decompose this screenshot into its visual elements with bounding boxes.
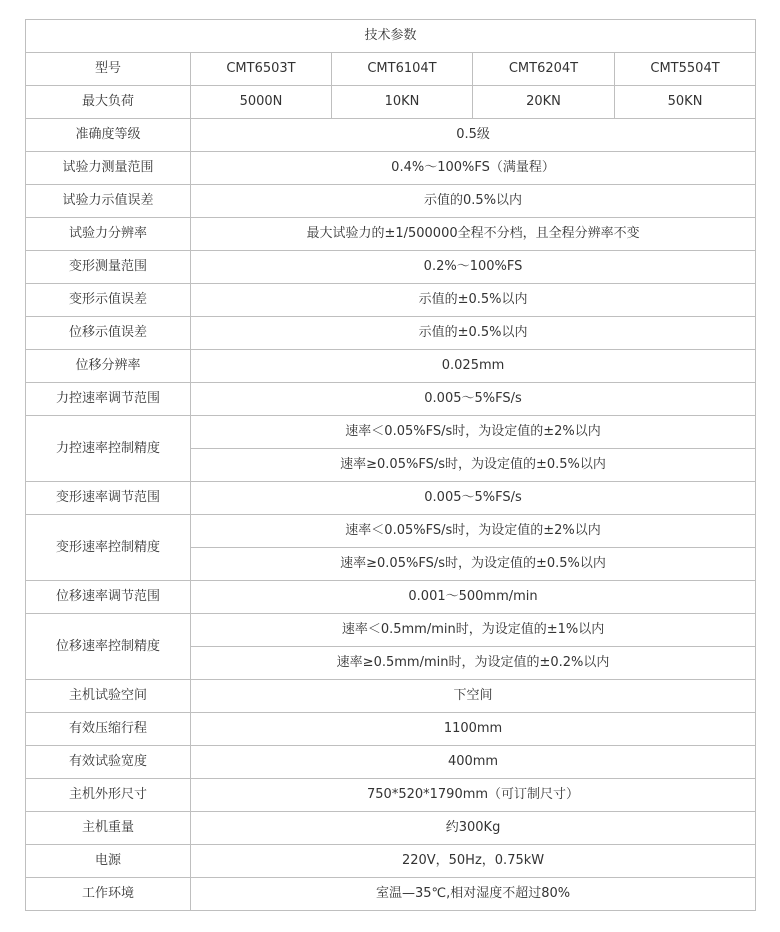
row-label: 主机试验空间 (26, 680, 191, 713)
row-value: 最大试验力的±1/500000全程不分档，且全程分辨率不变 (191, 218, 756, 251)
model-cell: CMT6204T (473, 53, 615, 86)
table-row (26, 680, 756, 713)
row-value: 速率＜0.5mm/min时，为设定值的±1%以内 (191, 614, 756, 647)
row-label: 有效试验宽度 (26, 746, 191, 779)
max-load-cell: 10KN (332, 86, 473, 119)
table-row (26, 416, 756, 449)
table-row (26, 713, 756, 746)
row-label: 工作环境 (26, 878, 191, 911)
max-load-cell: 5000N (191, 86, 332, 119)
table-row (26, 614, 756, 647)
max-load-cell: 50KN (615, 86, 756, 119)
row-label: 变形示值误差 (26, 284, 191, 317)
title-row (26, 20, 756, 53)
row-value: 下空间 (191, 680, 756, 713)
row-value: 速率＜0.05%FS/s时，为设定值的±2%以内 (191, 515, 756, 548)
table-title: 技术参数 (26, 20, 756, 53)
row-label: 位移示值误差 (26, 317, 191, 350)
row-value: 0.5级 (191, 119, 756, 152)
table-row (26, 284, 756, 317)
row-value: 示值的±0.5%以内 (191, 317, 756, 350)
table-row (26, 383, 756, 416)
row-value: 1100mm (191, 713, 756, 746)
table-row (26, 515, 756, 548)
row-label: 位移速率调节范围 (26, 581, 191, 614)
row-value: 0.001～500mm/min (191, 581, 756, 614)
row-value: 速率≥0.05%FS/s时，为设定值的±0.5%以内 (191, 449, 756, 482)
table-row (26, 152, 756, 185)
row-value: 0.2%～100%FS (191, 251, 756, 284)
row-label: 电源 (26, 845, 191, 878)
table-row (26, 779, 756, 812)
row-label: 试验力分辨率 (26, 218, 191, 251)
max-load-cell: 20KN (473, 86, 615, 119)
row-label: 变形速率控制精度 (26, 515, 191, 581)
table-row (26, 482, 756, 515)
row-value: 0.005～5%FS/s (191, 482, 756, 515)
row-value: 约300Kg (191, 812, 756, 845)
row-value: 400mm (191, 746, 756, 779)
table-row (26, 350, 756, 383)
table-row (26, 251, 756, 284)
row-value: 室温—35℃,相对湿度不超过80% (191, 878, 756, 911)
row-label: 力控速率控制精度 (26, 416, 191, 482)
max-load-row (26, 86, 756, 119)
row-value: 速率＜0.05%FS/s时，为设定值的±2%以内 (191, 416, 756, 449)
row-label: 准确度等级 (26, 119, 191, 152)
row-label: 主机外形尺寸 (26, 779, 191, 812)
model-cell: CMT5504T (615, 53, 756, 86)
table-row (26, 845, 756, 878)
table-row (26, 119, 756, 152)
spec-table (25, 19, 756, 911)
row-label: 位移速率控制精度 (26, 614, 191, 680)
row-value: 0.025mm (191, 350, 756, 383)
model-cell: CMT6104T (332, 53, 473, 86)
row-value: 0.005～5%FS/s (191, 383, 756, 416)
row-value: 示值的0.5%以内 (191, 185, 756, 218)
row-value: 速率≥0.5mm/min时，为设定值的±0.2%以内 (191, 647, 756, 680)
model-cell: CMT6503T (191, 53, 332, 86)
row-label: 有效压缩行程 (26, 713, 191, 746)
row-value: 0.4%～100%FS（满量程） (191, 152, 756, 185)
row-label: 最大负荷 (26, 86, 191, 119)
row-label: 变形测量范围 (26, 251, 191, 284)
table-row (26, 746, 756, 779)
row-value: 750*520*1790mm（可订制尺寸） (191, 779, 756, 812)
table-row (26, 812, 756, 845)
row-label: 型号 (26, 53, 191, 86)
row-value: 示值的±0.5%以内 (191, 284, 756, 317)
row-label: 位移分辨率 (26, 350, 191, 383)
table-row (26, 878, 756, 911)
row-label: 主机重量 (26, 812, 191, 845)
models-row (26, 53, 756, 86)
table-row (26, 581, 756, 614)
row-value: 220V，50Hz，0.75kW (191, 845, 756, 878)
table-row (26, 317, 756, 350)
row-label: 试验力示值误差 (26, 185, 191, 218)
row-label: 试验力测量范围 (26, 152, 191, 185)
row-value: 速率≥0.05%FS/s时，为设定值的±0.5%以内 (191, 548, 756, 581)
table-row (26, 185, 756, 218)
row-label: 变形速率调节范围 (26, 482, 191, 515)
row-label: 力控速率调节范围 (26, 383, 191, 416)
table-row (26, 218, 756, 251)
